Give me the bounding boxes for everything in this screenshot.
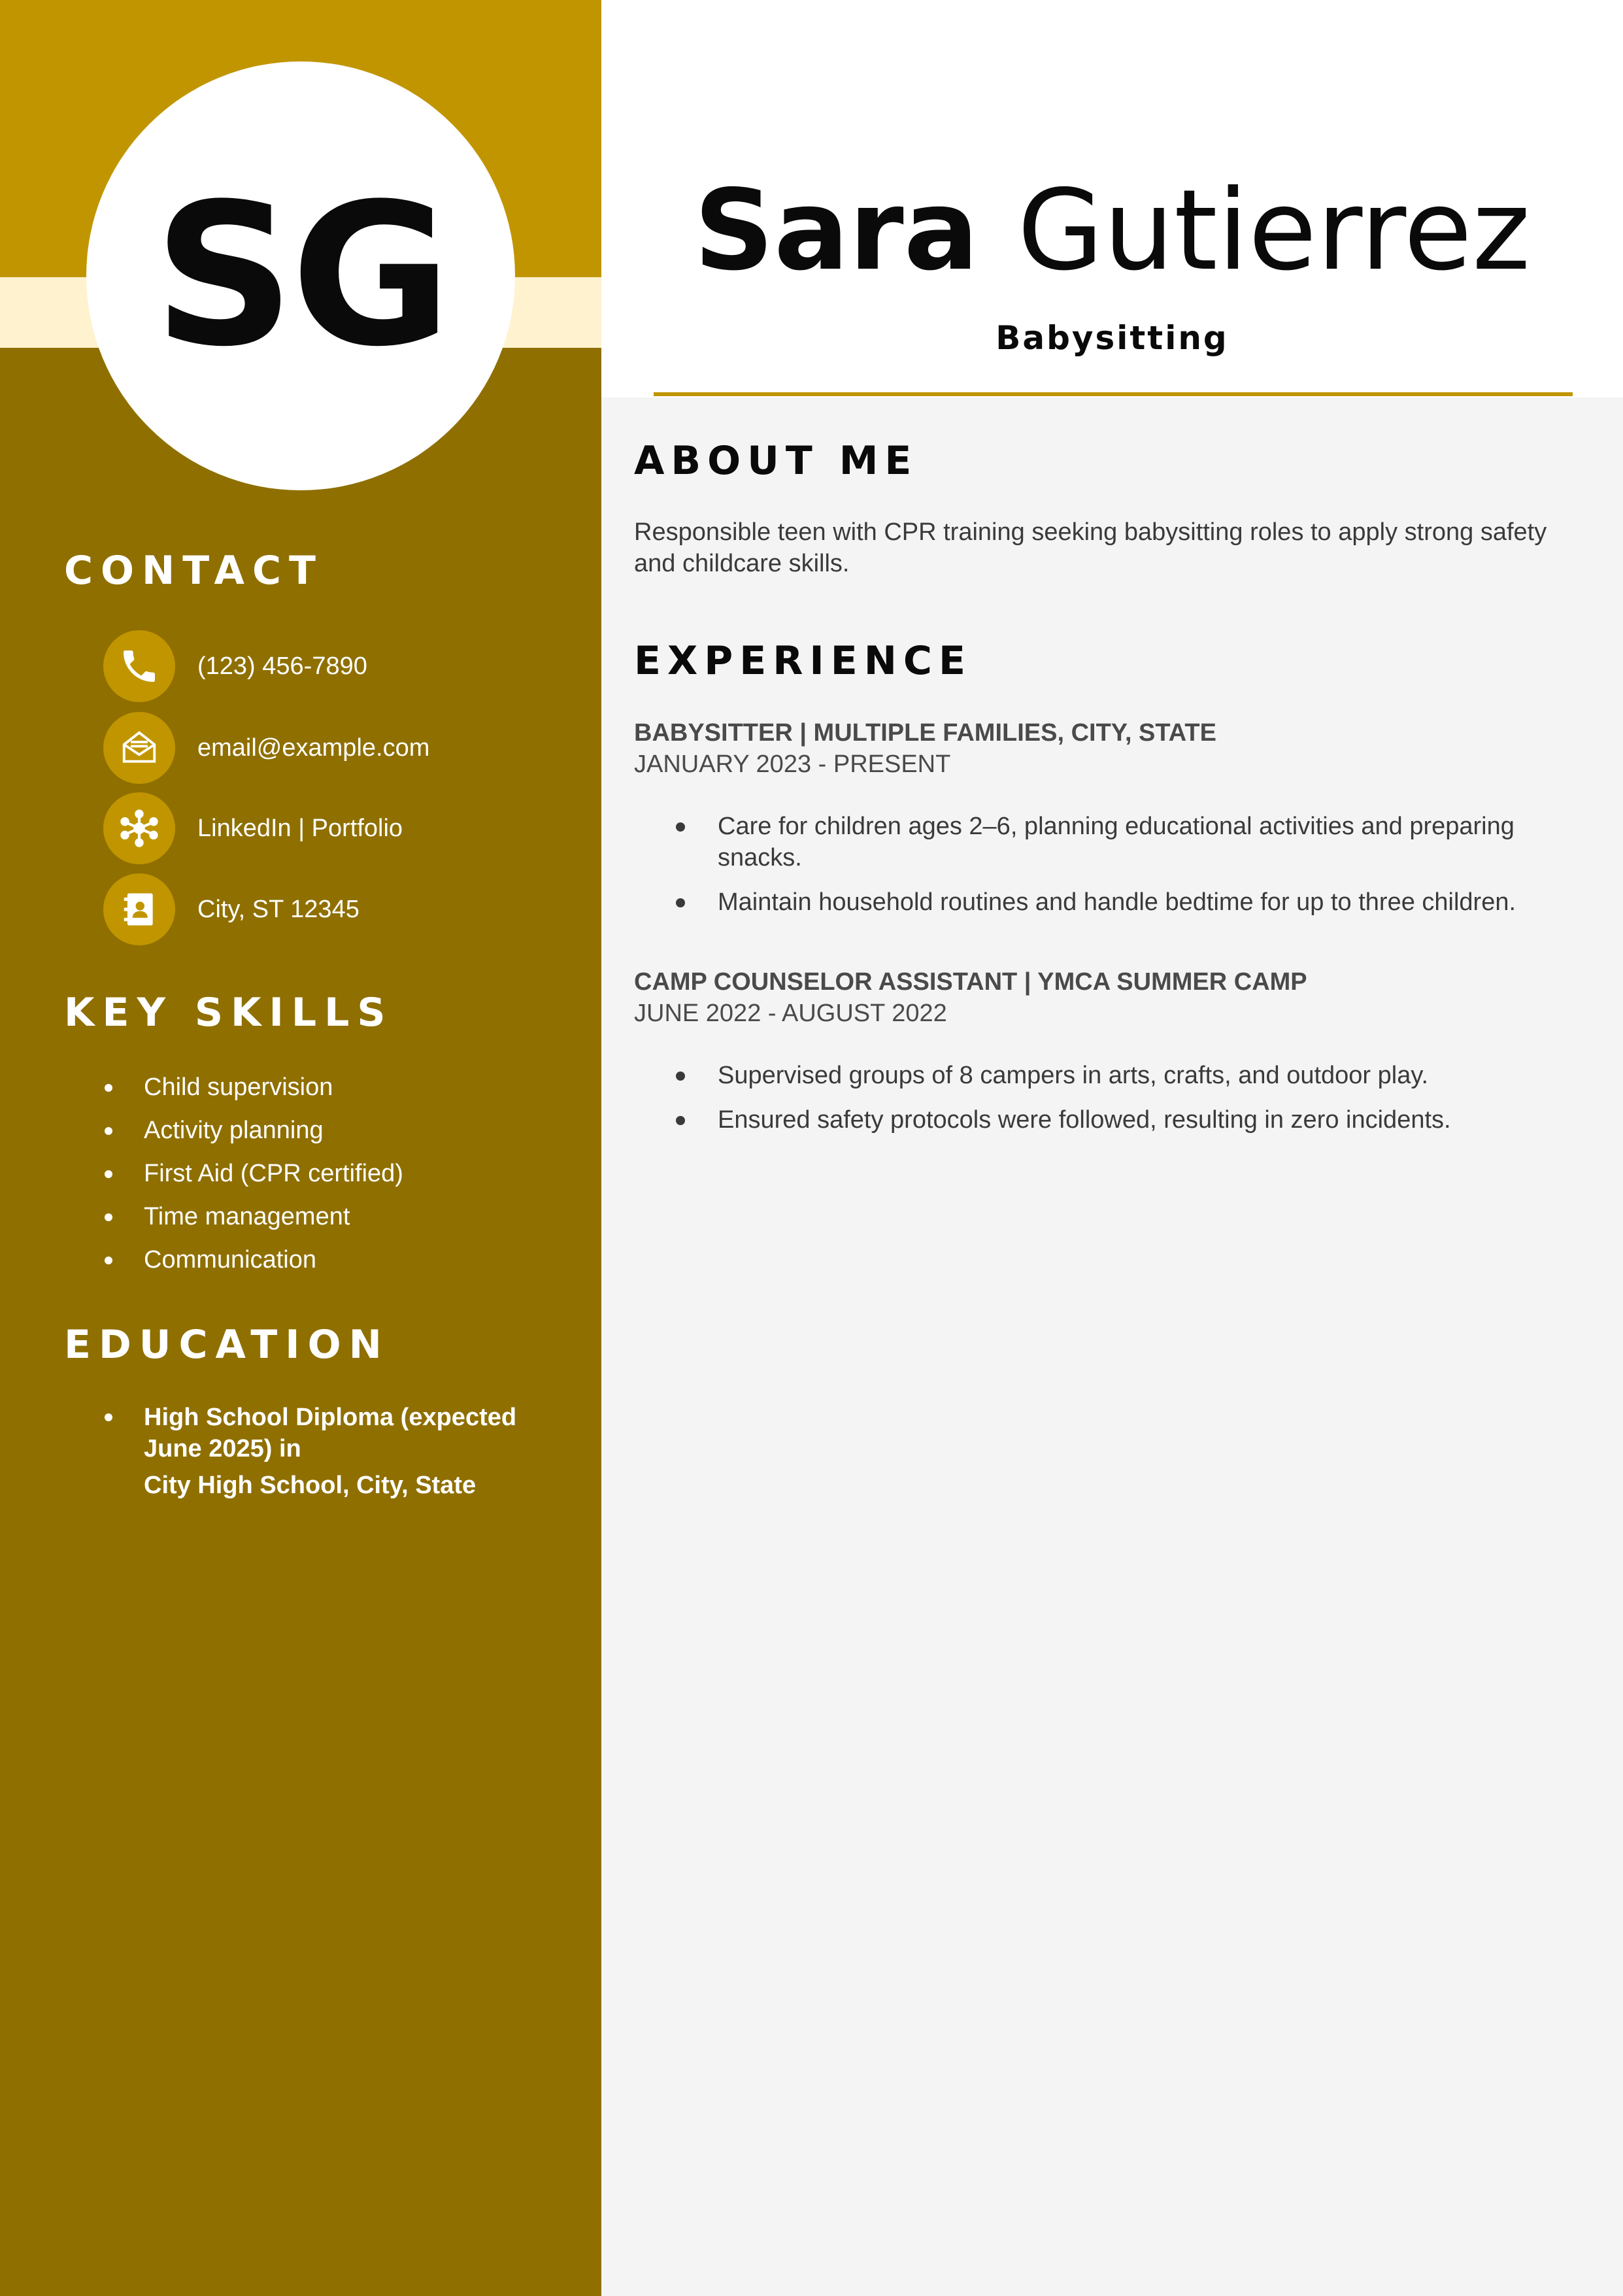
contact-phone-text: (123) 456-7890	[197, 652, 367, 680]
education-list	[64, 1402, 561, 1501]
skill-item: Communication	[64, 1238, 574, 1281]
skill-item: First Aid (CPR certified)	[64, 1152, 574, 1195]
first-name: Sara	[694, 166, 979, 295]
contact-address-text: City, ST 12345	[197, 895, 360, 923]
job-bullet: Maintain household routines and handle bedtime for up to three children.	[634, 886, 1575, 918]
full-name	[601, 166, 1623, 295]
education-degree: High School Diploma (expected June 2025) in	[144, 1404, 517, 1462]
key-skills-list	[64, 1066, 574, 1281]
last-name: Gutierrez	[1017, 166, 1531, 295]
job-dates: JANUARY 2023 - PRESENT	[634, 751, 951, 778]
contact-heading: CONTACT	[64, 548, 324, 594]
job-bullet: Ensured safety protocols were followed, resulting in zero incidents.	[634, 1104, 1575, 1136]
monogram-text: SG	[153, 161, 448, 390]
skill-item: Time management	[64, 1195, 574, 1238]
education-heading: EDUCATION	[64, 1322, 390, 1368]
network-icon	[103, 792, 175, 864]
contact-links-text: LinkedIn | Portfolio	[197, 814, 403, 842]
job-dates: JUNE 2022 - AUGUST 2022	[634, 1000, 947, 1027]
job-bullets	[634, 1060, 1575, 1149]
about-text: Responsible teen with CPR training seeking babysitting roles to apply strong safety and childcare skills.	[634, 518, 1547, 577]
header	[601, 0, 1623, 397]
contact-email[interactable]	[103, 712, 429, 784]
header-divider	[654, 392, 1573, 396]
sidebar	[0, 0, 601, 2296]
address-book-icon	[103, 873, 175, 945]
about-heading: ABOUT ME	[634, 438, 918, 484]
key-skills-heading: KEY SKILLS	[64, 990, 393, 1036]
contact-email-text: email@example.com	[197, 734, 430, 762]
phone-icon	[103, 630, 175, 702]
job-title: BABYSITTER | MULTIPLE FAMILIES, CITY, STATE	[634, 719, 1216, 747]
job-title: CAMP COUNSELOR ASSISTANT | YMCA SUMMER CAMP	[634, 968, 1307, 996]
education-school: City High School, City, State	[144, 1472, 477, 1499]
skill-item: Activity planning	[64, 1109, 574, 1152]
education-item	[64, 1402, 561, 1501]
experience-heading: EXPERIENCE	[634, 638, 972, 684]
monogram-circle	[86, 61, 515, 490]
job-bullet: Care for children ages 2–6, planning educational activities and preparing snacks.	[634, 811, 1575, 873]
job-bullet: Supervised groups of 8 campers in arts, crafts, and outdoor play.	[634, 1060, 1575, 1091]
email-icon	[103, 712, 175, 784]
skill-item: Child supervision	[64, 1066, 574, 1109]
contact-links[interactable]	[103, 792, 403, 864]
job-role: Babysitting	[996, 319, 1229, 357]
contact-phone[interactable]	[103, 630, 367, 702]
job-bullets	[634, 811, 1575, 931]
contact-address[interactable]	[103, 873, 360, 945]
